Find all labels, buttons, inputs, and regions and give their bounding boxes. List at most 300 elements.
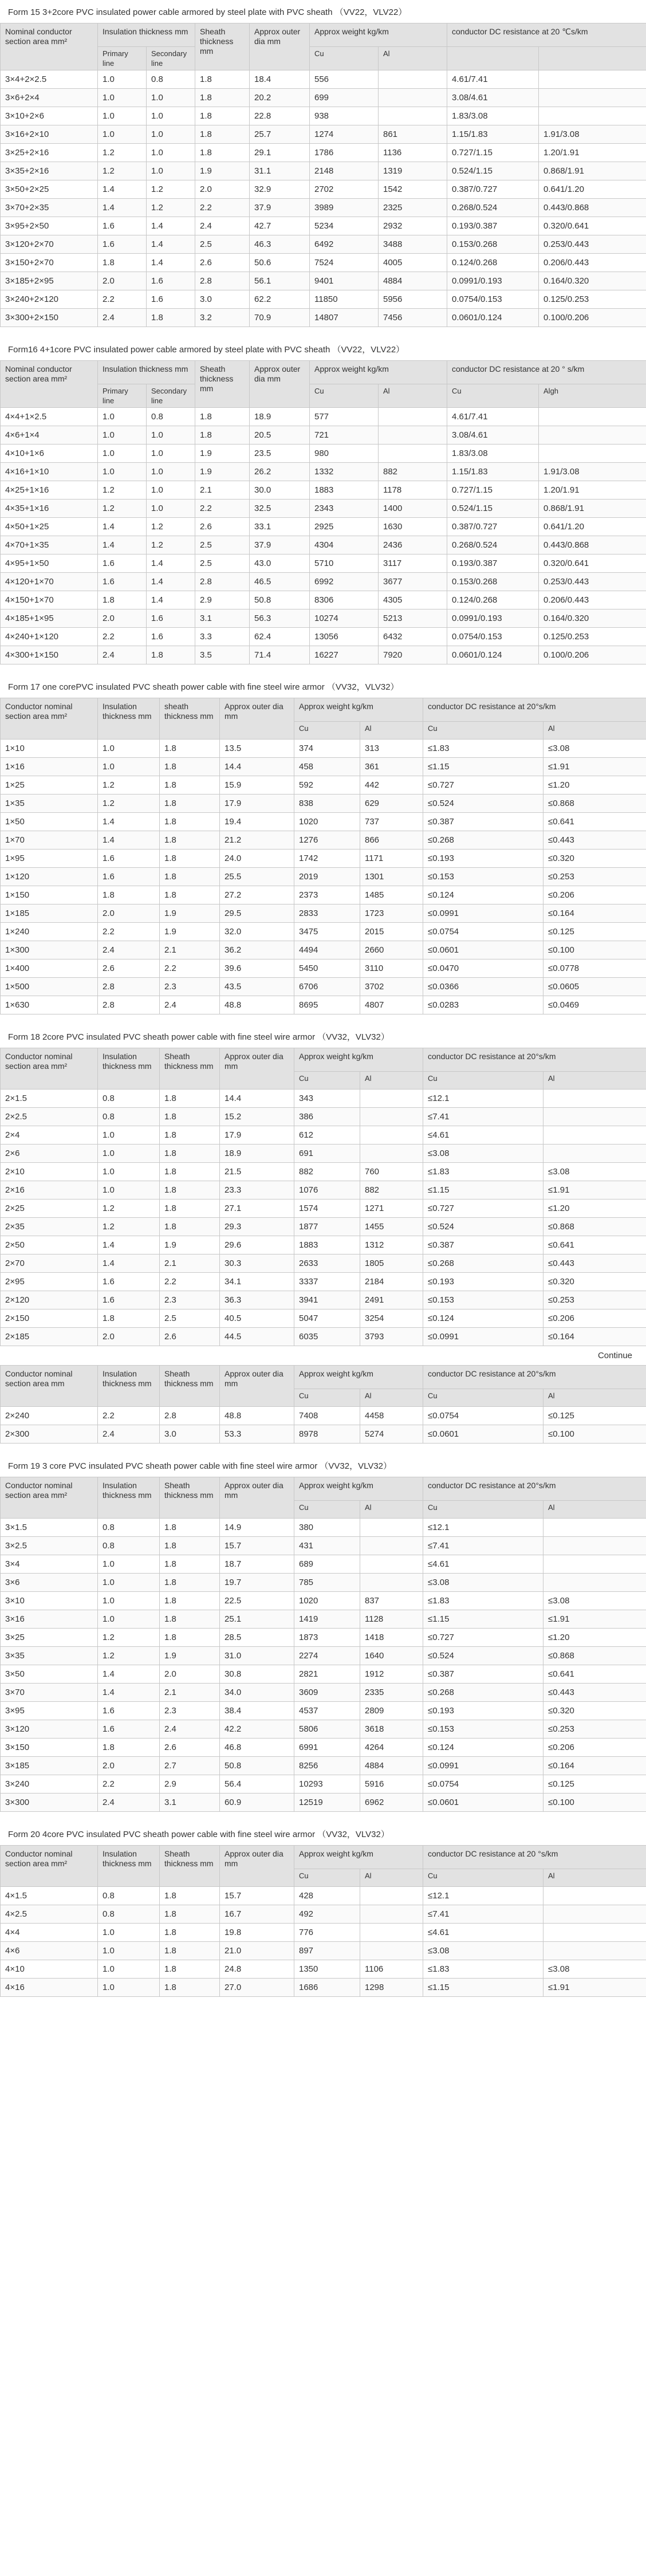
table-row (1, 959, 646, 978)
table-cell: 0.268/0.524 (447, 199, 539, 217)
table-cell: 0.443/0.868 (539, 536, 646, 554)
table-cell: 1.0 (98, 70, 147, 89)
form-section-form17 (0, 675, 646, 1025)
table-cell: 4×120+1×70 (1, 573, 98, 591)
table-cell: 1128 (360, 1610, 423, 1629)
table-cell: 1332 (310, 463, 379, 481)
table-cell: 0.253/0.443 (539, 235, 646, 254)
header-section: Nominal conductor section area mm² (1, 23, 98, 70)
table-cell: 3.2 (195, 309, 250, 327)
table-cell: 1.2 (98, 162, 147, 180)
table-cell: ≤1.83 (423, 1960, 543, 1979)
table-cell: 1319 (379, 162, 447, 180)
table-cell: 62.2 (250, 290, 310, 309)
table-cell: 56.3 (250, 609, 310, 628)
table-cell: 837 (360, 1592, 423, 1610)
table-cell: 0.387/0.727 (447, 180, 539, 199)
table-cell: ≤12.1 (423, 1887, 543, 1905)
table-cell: 1.8 (160, 1537, 220, 1555)
table-cell: 2×1.5 (1, 1090, 98, 1108)
table-cell: ≤0.641 (543, 1236, 646, 1254)
table-cell: 0.8 (147, 70, 195, 89)
table-cell: 3×16 (1, 1610, 98, 1629)
table-cell: ≤0.0991 (423, 1757, 543, 1775)
table-cell: ≤0.0754 (423, 1775, 543, 1794)
table-cell: 1×50 (1, 813, 98, 831)
table-cell: ≤0.164 (543, 904, 646, 923)
table-cell: 14.4 (220, 1090, 294, 1108)
table-cell: 0.164/0.320 (539, 272, 646, 290)
table-row (1, 941, 646, 959)
table-cell: 3793 (360, 1328, 423, 1346)
table-cell: 897 (294, 1942, 360, 1960)
table-cell: ≤0.0991 (423, 904, 543, 923)
table-cell (360, 1555, 423, 1574)
header-dia: Approx outer dia mm (220, 1846, 294, 1887)
table-row (1, 1739, 646, 1757)
table-cell (360, 1108, 423, 1126)
table-row (1, 463, 646, 481)
table-cell: 30.3 (220, 1254, 294, 1273)
table-cell: 3117 (379, 554, 447, 573)
table-cell: ≤1.91 (543, 1610, 646, 1629)
table-cell: 1686 (294, 1979, 360, 1997)
table-cell: 1.0 (98, 740, 160, 758)
table-cell: 1.8 (160, 831, 220, 850)
table-cell (379, 408, 447, 426)
table-cell: 1912 (360, 1665, 423, 1684)
table-cell: 1640 (360, 1647, 423, 1665)
table-row (1, 868, 646, 886)
table-cell: ≤0.0283 (423, 996, 543, 1014)
table-cell: ≤0.443 (543, 831, 646, 850)
table-row (1, 1794, 646, 1812)
table-cell: 1.0 (147, 426, 195, 445)
table-cell: ≤1.15 (423, 1181, 543, 1199)
header-al: Al (360, 1869, 423, 1887)
table-cell: 4.61/7.41 (447, 408, 539, 426)
table-cell: 3×70+2×35 (1, 199, 98, 217)
table-cell: 699 (310, 89, 379, 107)
table-cell: 0.387/0.727 (447, 518, 539, 536)
table-cell: 6991 (294, 1739, 360, 1757)
section-gap (0, 327, 646, 337)
table-cell: 361 (360, 758, 423, 776)
table-cell: 3×95+2×50 (1, 217, 98, 235)
table-cell: 1×300 (1, 941, 98, 959)
table-cell: 2×240 (1, 1407, 98, 1425)
table-cell: ≤0.153 (423, 1291, 543, 1309)
table-cell: 2.2 (98, 1407, 160, 1425)
table-cell: 721 (310, 426, 379, 445)
table-cell: 2×95 (1, 1273, 98, 1291)
table-cell: 2660 (360, 941, 423, 959)
table-header (1, 23, 646, 70)
table-cell: ≤0.320 (543, 1273, 646, 1291)
table-cell: 48.8 (220, 996, 294, 1014)
table-cell: 1×630 (1, 996, 98, 1014)
table-cell: 8695 (294, 996, 360, 1014)
header-sheath: Sheath thickness mm (160, 1477, 220, 1519)
table-cell: 32.0 (220, 923, 294, 941)
table-cell: 1.15/1.83 (447, 125, 539, 144)
table-cell: 2821 (294, 1665, 360, 1684)
table-cell: 62.4 (250, 628, 310, 646)
table-cell: 1.8 (98, 1739, 160, 1757)
table-cell: 3×240 (1, 1775, 98, 1794)
table-cell: 0.164/0.320 (539, 609, 646, 628)
table-cell: 2.2 (160, 1273, 220, 1291)
continue-label: Continue (597, 1351, 632, 1360)
table-cell: 1.9 (160, 904, 220, 923)
table-cell: 26.2 (250, 463, 310, 481)
table-cell: 3×25+2×16 (1, 144, 98, 162)
table-row (1, 89, 646, 107)
table-cell: ≤0.253 (543, 1720, 646, 1739)
table-cell: 2.6 (98, 959, 160, 978)
header-res-al: Algh (539, 384, 646, 408)
header-section: Conductor nominal section area mm (1, 1366, 98, 1407)
table-cell: 7920 (379, 646, 447, 664)
table-row (1, 850, 646, 868)
table-cell: 1.6 (98, 235, 147, 254)
table-cell: 1×35 (1, 795, 98, 813)
table-cell: 1.0 (147, 162, 195, 180)
table-cell: 1.8 (98, 886, 160, 904)
table-cell: 1873 (294, 1629, 360, 1647)
header-res-al (539, 47, 646, 70)
table-cell: 4×95+1×50 (1, 554, 98, 573)
table-cell: 6962 (360, 1794, 423, 1812)
table-cell: 2274 (294, 1647, 360, 1665)
table-cell: ≤0.727 (423, 776, 543, 795)
table-cell: 3×4 (1, 1555, 98, 1574)
table-cell: 2.4 (98, 646, 147, 664)
table-cell: 4005 (379, 254, 447, 272)
table-cell: ≤4.61 (423, 1126, 543, 1145)
table-cell: 30.0 (250, 481, 310, 500)
table-cell: 3×6+2×4 (1, 89, 98, 107)
header-insulation: Insulation thickness mm (98, 361, 195, 384)
header-insulation: Insulation thickness mm (98, 1477, 160, 1519)
table-cell: 0.641/1.20 (539, 180, 646, 199)
table-cell: 0.8 (98, 1537, 160, 1555)
table-cell: 1.9 (160, 923, 220, 941)
table-cell: 4305 (379, 591, 447, 609)
table-cell: 1.20/1.91 (539, 144, 646, 162)
table-cell: 1.8 (147, 309, 195, 327)
table-cell: 1.4 (98, 518, 147, 536)
table-cell: 2.6 (195, 518, 250, 536)
table-cell: 1.2 (98, 1647, 160, 1665)
table-cell: 20.2 (250, 89, 310, 107)
table-row (1, 1236, 646, 1254)
table-row (1, 1924, 646, 1942)
table-cell: ≤1.15 (423, 1610, 543, 1629)
header-cu: Cu (294, 1072, 360, 1090)
table-row (1, 1090, 646, 1108)
table-cell: 5806 (294, 1720, 360, 1739)
section-gap (0, 1812, 646, 1822)
table-cell: 18.9 (250, 408, 310, 426)
table-row (1, 1309, 646, 1328)
table-cell: ≤4.61 (423, 1555, 543, 1574)
table-cell: 2.7 (160, 1757, 220, 1775)
table-cell: 3×2.5 (1, 1537, 98, 1555)
table-cell: 10293 (294, 1775, 360, 1794)
table-cell: 21.2 (220, 831, 294, 850)
table-cell: 5213 (379, 609, 447, 628)
table-cell: 1.2 (147, 199, 195, 217)
header-primary: Primary line (98, 384, 147, 408)
table-row (1, 1181, 646, 1199)
table-cell: 1574 (294, 1199, 360, 1218)
table-cell: 0.727/1.15 (447, 481, 539, 500)
table-cell: 1×120 (1, 868, 98, 886)
table-cell: 2.4 (195, 217, 250, 235)
table-cell: 56.4 (220, 1775, 294, 1794)
table-cell: 2.8 (160, 1407, 220, 1425)
table-header (1, 1048, 646, 1090)
table-cell: 1.8 (160, 1574, 220, 1592)
table-row (1, 1254, 646, 1273)
table-cell: 2436 (379, 536, 447, 554)
table-cell: 2.1 (195, 481, 250, 500)
table-cell: 3×16+2×10 (1, 125, 98, 144)
table-cell (360, 1905, 423, 1924)
table-cell: 1.0 (147, 463, 195, 481)
table-cell: 4×50+1×25 (1, 518, 98, 536)
table-cell: ≤0.268 (423, 831, 543, 850)
table-cell: 2373 (294, 886, 360, 904)
table-cell: ≤0.125 (543, 1775, 646, 1794)
table-cell: ≤0.206 (543, 1309, 646, 1328)
table-cell: 2×2.5 (1, 1108, 98, 1126)
header-al: Al (379, 384, 447, 408)
table-cell (360, 1887, 423, 1905)
table-row (1, 1199, 646, 1218)
table-cell: 1.4 (147, 573, 195, 591)
table-cell: 5956 (379, 290, 447, 309)
table-cell: 15.7 (220, 1537, 294, 1555)
table-cell: 2×10 (1, 1163, 98, 1181)
table-cell: 2.1 (160, 1254, 220, 1273)
table-cell: ≤1.15 (423, 1979, 543, 1997)
table-cell (379, 445, 447, 463)
table-row (1, 978, 646, 996)
table-row (1, 254, 646, 272)
table-cell (543, 1574, 646, 1592)
table-cell: 0.193/0.387 (447, 217, 539, 235)
table-cell: 0.206/0.443 (539, 254, 646, 272)
table-cell: 0.320/0.641 (539, 217, 646, 235)
table-cell: 1786 (310, 144, 379, 162)
table-cell (360, 1126, 423, 1145)
table-cell: 0.443/0.868 (539, 199, 646, 217)
header-section: Conductor nominal section area mm² (1, 1846, 98, 1887)
header-al: Al (360, 722, 423, 740)
table-cell: 8306 (310, 591, 379, 609)
table-row (1, 1574, 646, 1592)
table-cell: ≤0.164 (543, 1757, 646, 1775)
table-cell: ≤0.320 (543, 850, 646, 868)
table-cell: 431 (294, 1537, 360, 1555)
table-cell: ≤0.100 (543, 1794, 646, 1812)
table-body (1, 1090, 646, 1346)
table-cell: ≤0.124 (423, 886, 543, 904)
table-row (1, 199, 646, 217)
table-cell: 1.8 (160, 1610, 220, 1629)
table-cell: 1.2 (147, 180, 195, 199)
table-cell: 2.4 (98, 309, 147, 327)
table-cell: 1.2 (98, 144, 147, 162)
table-cell: 1276 (294, 831, 360, 850)
table-cell: 42.7 (250, 217, 310, 235)
table-cell: 46.3 (250, 235, 310, 254)
table-cell (543, 1519, 646, 1537)
table-row (1, 1665, 646, 1684)
table-cell: 1×10 (1, 740, 98, 758)
table-cell: 1.8 (195, 125, 250, 144)
table-cell: 6492 (310, 235, 379, 254)
table-cell: 1723 (360, 904, 423, 923)
table-cell: 36.3 (220, 1291, 294, 1309)
table-row (1, 107, 646, 125)
table-cell: 1.91/3.08 (539, 463, 646, 481)
table-cell: 592 (294, 776, 360, 795)
table-cell: 2×4 (1, 1126, 98, 1145)
table-cell: 3702 (360, 978, 423, 996)
table-cell: 4×25+1×16 (1, 481, 98, 500)
table-cell: 1.2 (98, 1629, 160, 1647)
table-cell: 6706 (294, 978, 360, 996)
table-cell: 31.1 (250, 162, 310, 180)
table-cell: ≤0.443 (543, 1254, 646, 1273)
table-cell: 2.6 (160, 1739, 220, 1757)
table-cell: ≤0.0366 (423, 978, 543, 996)
table-cell: 1.4 (147, 591, 195, 609)
header-cu: Cu (294, 1869, 360, 1887)
table-cell: 1.0 (98, 1145, 160, 1163)
form-section-form16 (0, 337, 646, 675)
table-cell: 1.8 (160, 1905, 220, 1924)
table-body (1, 70, 646, 327)
table-cell: ≤0.320 (543, 1702, 646, 1720)
header-res-cu: Cu (423, 1072, 543, 1090)
table-row (1, 758, 646, 776)
table-cell: 42.2 (220, 1720, 294, 1739)
header-weight: Approx weight kg/km (294, 698, 423, 722)
table-row (1, 1905, 646, 1924)
table-cell: 4807 (360, 996, 423, 1014)
form-title: Form16 4+1core PVC insulated power cable armored by steel plate with PVC sheath （VV22，VLV22） (8, 345, 405, 355)
table-cell: 1542 (379, 180, 447, 199)
table-cell: 2.8 (98, 996, 160, 1014)
table-cell: ≤0.100 (543, 941, 646, 959)
table-cell: 27.1 (220, 1199, 294, 1218)
table-cell: 24.8 (220, 1960, 294, 1979)
table-cell: ≤3.08 (543, 1592, 646, 1610)
header-sheath: sheath thickness mm (160, 698, 220, 740)
table-cell: 1.6 (147, 272, 195, 290)
table-cell: 5916 (360, 1775, 423, 1794)
table-row (1, 776, 646, 795)
table-cell: 1.6 (147, 609, 195, 628)
table-cell: 1419 (294, 1610, 360, 1629)
table-cell: 4×10 (1, 1960, 98, 1979)
table-cell: 7524 (310, 254, 379, 272)
table-cell: 2.4 (160, 996, 220, 1014)
table-cell: ≤0.100 (543, 1425, 646, 1444)
table-cell: 28.5 (220, 1629, 294, 1647)
table-cell: ≤1.20 (543, 1629, 646, 1647)
spec-table (0, 1477, 646, 1812)
table-cell: 866 (360, 831, 423, 850)
table-cell: 1.8 (160, 1555, 220, 1574)
table-cell: 1×95 (1, 850, 98, 868)
table-cell: 3254 (360, 1309, 423, 1328)
table-cell (360, 1537, 423, 1555)
table-cell: 4×10+1×6 (1, 445, 98, 463)
header-section: Conductor nominal section area mm² (1, 1048, 98, 1090)
table-cell: 1883 (310, 481, 379, 500)
table-cell: 4×35+1×16 (1, 500, 98, 518)
table-row (1, 1163, 646, 1181)
table-cell: 0.8 (98, 1887, 160, 1905)
table-cell: 1.8 (195, 144, 250, 162)
table-cell: 34.1 (220, 1273, 294, 1291)
table-cell: 313 (360, 740, 423, 758)
table-cell: 1.2 (98, 795, 160, 813)
table-cell: 16227 (310, 646, 379, 664)
table-row (1, 1425, 646, 1444)
table-cell: 43.0 (250, 554, 310, 573)
table-cell (360, 1942, 423, 1960)
table-cell (379, 107, 447, 125)
table-cell: ≤12.1 (423, 1519, 543, 1537)
table-header (1, 698, 646, 740)
header-resistance: conductor DC resistance at 20°s/km (423, 698, 646, 722)
table-cell: 15.2 (220, 1108, 294, 1126)
header-res-cu (447, 47, 539, 70)
table-cell: 882 (360, 1181, 423, 1199)
header-cu: Cu (310, 47, 379, 70)
table-cell: 1×16 (1, 758, 98, 776)
table-cell: 1076 (294, 1181, 360, 1199)
table-row (1, 646, 646, 664)
table-cell: 2.0 (160, 1665, 220, 1684)
header-weight: Approx weight kg/km (294, 1477, 423, 1501)
table-cell: 1455 (360, 1218, 423, 1236)
table-cell: 2.2 (98, 1775, 160, 1794)
table-cell: 2633 (294, 1254, 360, 1273)
table-cell: 1020 (294, 1592, 360, 1610)
table-row (1, 1218, 646, 1236)
table-cell: 24.0 (220, 850, 294, 868)
table-cell: 1.0 (98, 1924, 160, 1942)
table-cell: 2.0 (98, 904, 160, 923)
table-cell: 1.8 (160, 1960, 220, 1979)
table-cell: 1.4 (98, 831, 160, 850)
header-weight: Approx weight kg/km (310, 23, 447, 47)
table-row (1, 1145, 646, 1163)
table-cell: 15.7 (220, 1887, 294, 1905)
table-cell: 3989 (310, 199, 379, 217)
table-cell: 3337 (294, 1273, 360, 1291)
table-row (1, 125, 646, 144)
table-cell: 17.9 (220, 1126, 294, 1145)
table-cell: 27.0 (220, 1979, 294, 1997)
